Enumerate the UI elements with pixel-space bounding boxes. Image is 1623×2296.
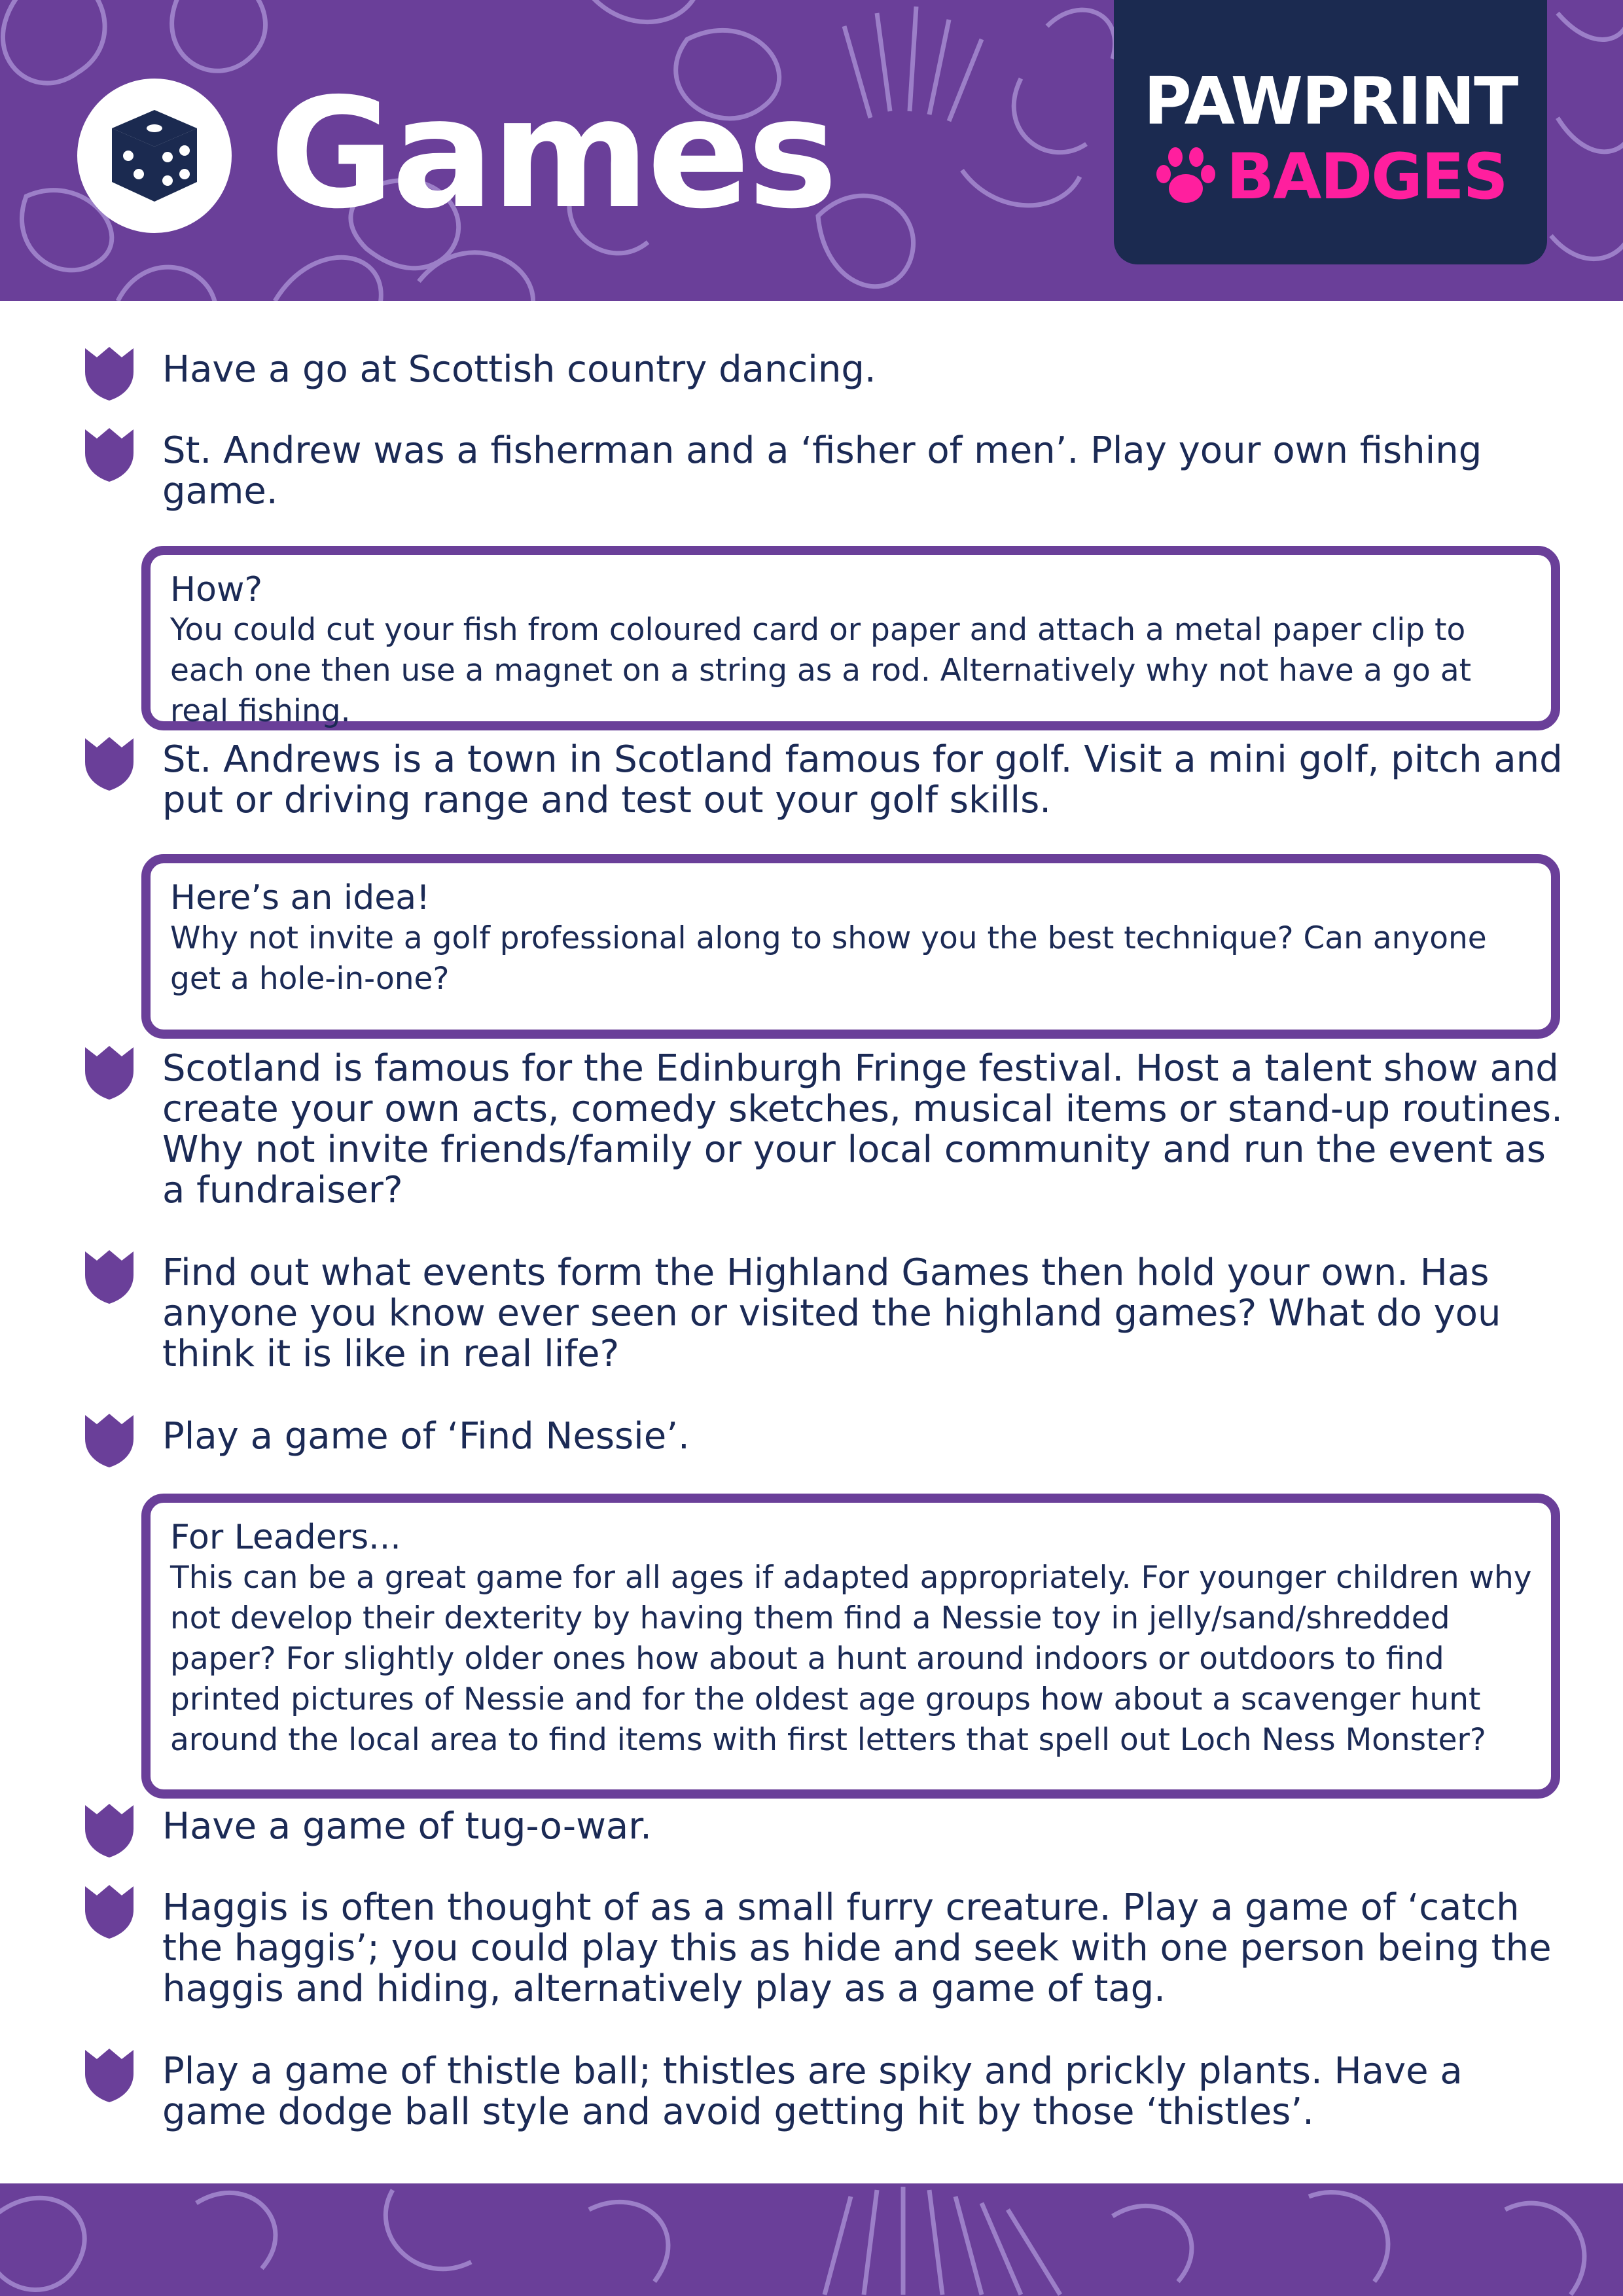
shield-bullet-icon [84,1803,135,1857]
page-title: Games [270,65,836,242]
shield-bullet-icon [84,1412,135,1467]
info-box-idea [141,854,1560,1039]
flower-pattern-decoration [0,2183,1623,2296]
info-box-how [141,546,1560,730]
activity-text: Scotland is famous for the Edinburgh Fringe festival. Host a talent show and create your own acts, comedy sketches, musical items or stand-up routines. Why not invite friends/family or your local community and run the event as a fundraiser? [162,1047,1563,1211]
shield-bullet-icon [84,736,135,791]
info-box-title: Here’s an idea! [170,878,430,918]
brand-name-badges: BADGES [1226,140,1507,213]
shield-bullet-icon [84,1249,135,1304]
dice-badge [77,79,232,233]
brand-name-top: PAWPRINT [1143,63,1518,139]
shield-bullet-icon [84,2047,135,2102]
activity-text: Find out what events form the Highland Games then hold your own. Has anyone you know ever seen or visited the highland games? What do you think it is like in real life? [162,1251,1501,1375]
activity-text: Have a go at Scottish country dancing. [162,348,876,391]
dice-icon [102,103,207,208]
info-box-body: This can be a great game for all ages if adapted appropriately. For younger children why not develop their dexterity by having them find a Nessie toy in jelly/sand/shredded paper? For slightly older ones how about a hunt around indoors or outdoors to find printed pictures of Nessie and for the oldest age groups how about a scavenger hunt around the local area to find items with first letters that spell out Loch Ness Monster? [170,1560,1532,1758]
info-box-body: Why not invite a golf professional along to show you the best technique? Can anyone get a hole-in-one? [170,920,1487,997]
shield-bullet-icon [84,1884,135,1939]
activity-text: Have a game of tug-o-war. [162,1805,652,1848]
shield-bullet-icon [84,346,135,401]
shield-bullet-icon [84,427,135,482]
activity-text: St. Andrews is a town in Scotland famous for golf. Visit a mini golf, pitch and put or driving range and test out your golf skills. [162,738,1563,821]
pawprint-badges-logo [1114,0,1547,264]
activity-text: St. Andrew was a fisherman and a ‘fisher of men’. Play your own fishing game. [162,429,1482,512]
info-box-leaders [141,1494,1560,1799]
activity-text: Play a game of ‘Find Nessie’. [162,1415,690,1458]
activity-text: Haggis is often thought of as a small furry creature. Play a game of ‘catch the haggis’; you could play this as hide and seek with one person being the haggis and hiding, alternatively play as a game of tag. [162,1886,1552,2010]
activity-text: Play a game of thistle ball; thistles are spiky and prickly plants. Have a game dodge ball style and avoid getting hit by those ‘thistles’. [162,2050,1463,2133]
footer-banner [0,2183,1623,2296]
info-box-title: For Leaders... [170,1518,401,1557]
info-box-body: You could cut your fish from coloured card or paper and attach a metal paper clip to each one then use a magnet on a string as a rod. Alternatively why not have a go at real fishing. [170,612,1472,729]
paw-icon [1153,145,1219,208]
info-box-title: How? [170,570,263,609]
header-banner [0,0,1623,301]
shield-bullet-icon [84,1045,135,1100]
